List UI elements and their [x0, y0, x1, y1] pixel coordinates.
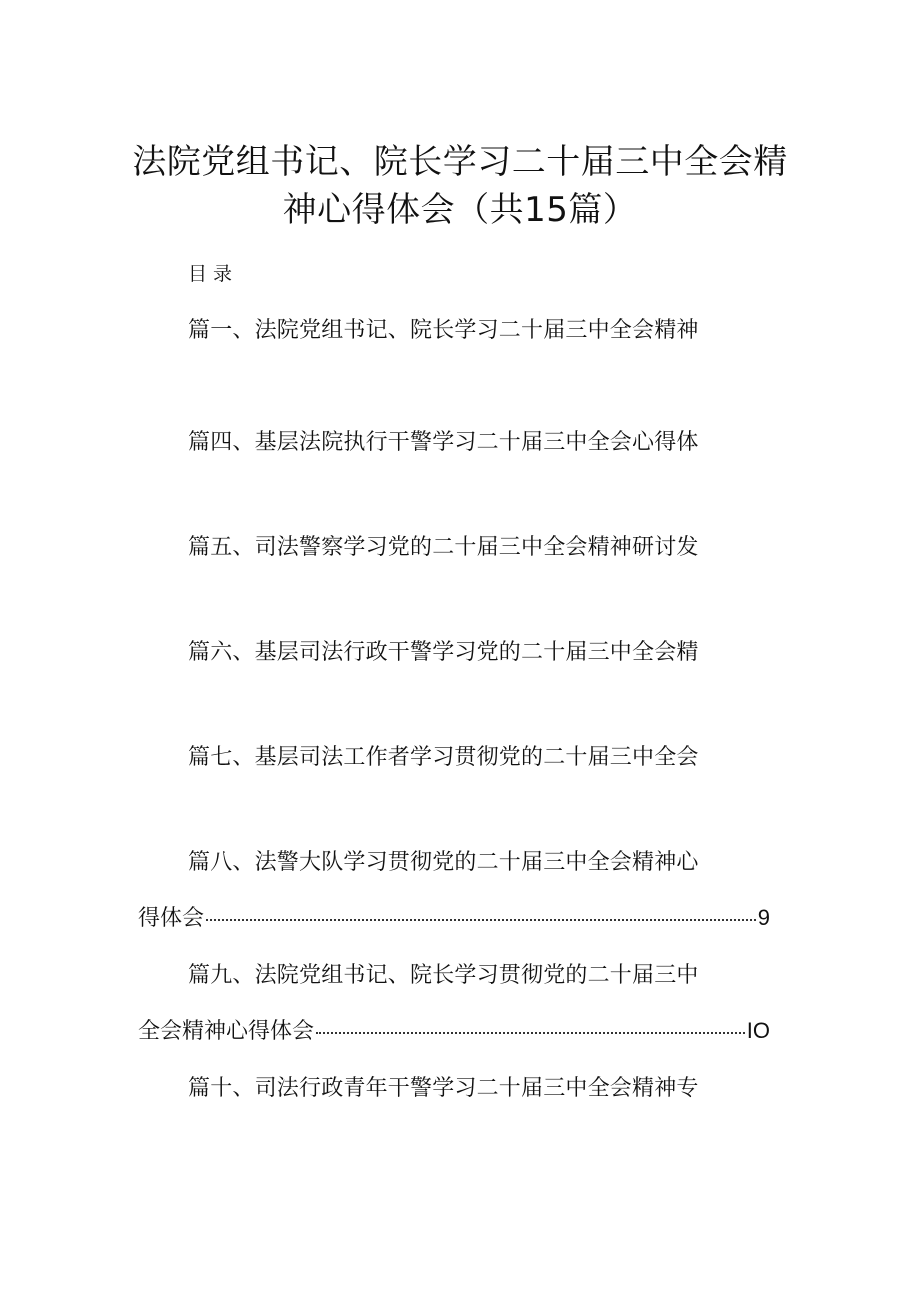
- toc-entry-6[interactable]: 篇六、基层司法行政干警学习党的二十届三中全会精: [188, 640, 699, 665]
- toc-entry-8-continuation[interactable]: [138, 901, 770, 932]
- toc-entry-5[interactable]: 篇五、司法警察学习党的二十届三中全会精神研讨发: [188, 535, 699, 560]
- toc-entry-8-cont-text: 得体会: [138, 906, 205, 931]
- toc-entry-9-continuation[interactable]: [138, 1014, 770, 1045]
- dot-leader: [316, 1032, 745, 1034]
- toc-entry-1[interactable]: 篇一、法院党组书记、院长学习二十届三中全会精神: [188, 318, 699, 343]
- toc-entry-9[interactable]: 篇九、法院党组书记、院长学习贯彻党的二十届三中: [188, 963, 699, 988]
- document-title-line-2: 神心得体会（共15篇）: [282, 190, 638, 230]
- toc-entry-7[interactable]: 篇七、基层司法工作者学习贯彻党的二十届三中全会: [188, 745, 699, 770]
- toc-entry-4[interactable]: 篇四、基层法院执行干警学习二十届三中全会心得体: [188, 430, 699, 455]
- toc-entry-9-page-number: IO: [746, 1018, 770, 1043]
- toc-entry-9-cont-text: 全会精神心得体会: [138, 1019, 315, 1044]
- dot-leader: [206, 919, 756, 921]
- document-title-line-1: 法院党组书记、院长学习二十届三中全会精: [132, 142, 788, 182]
- toc-entry-10[interactable]: 篇十、司法行政青年干警学习二十届三中全会精神专: [188, 1076, 699, 1101]
- toc-entry-8-page-number: 9: [757, 905, 770, 930]
- toc-heading: 目录: [188, 263, 239, 285]
- toc-entry-8[interactable]: 篇八、法警大队学习贯彻党的二十届三中全会精神心: [188, 850, 699, 875]
